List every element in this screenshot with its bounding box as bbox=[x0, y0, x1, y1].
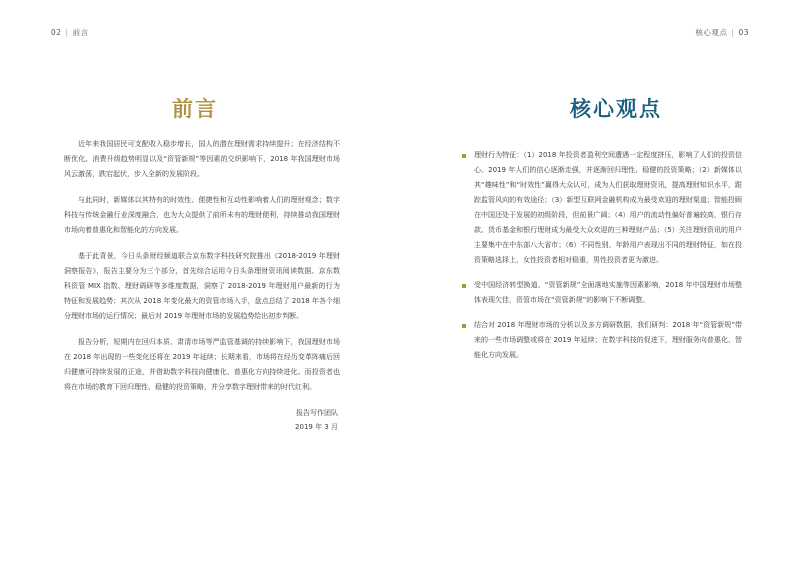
preface-paragraph: 与此同时，新媒体以其特有的时效性、便捷性和互动性影响着人们的理财观念；数字科技与传统金融行业深度融合，也为大众提供了前所未有的理财便利，持续推动我国理财市场向着普惠化和智能化的方向发展。 bbox=[64, 196, 340, 234]
key-point-text: 理财行为特征：（1）2018 年投资者盈利空间遭遇一定程度挤压，影响了人们的投资信心。2019 年人们的信心逐渐走强，并逐渐回归理性、稳健的投资策略；（2）新媒体以其“趣味性”和“时效性”赢得大众认可，成为人们获取理财资讯，提高理财知识水平，跟踪监管风向的有效途径；（3）新型互联网金融机构成为最受欢迎的理财渠道；智能投顾在中国还处于发展的初级阶段，但前景广阔；（4）用户的流动性偏好普遍较高，银行存款、货币基金和银行理财成为最受大众欢迎的三种理财产品；（5）关注理财资讯的用户主要集中在中东部八大省市；（6）不同性别、年龄用户表现出不同的理财特征，如在投资策略选择上，女性投资者相对稳重，男性投资者更为激进。 bbox=[474, 151, 742, 264]
key-point-item bbox=[460, 148, 742, 268]
key-points-title: 核心观点 bbox=[570, 97, 662, 121]
right-page-header: 核心观点 | 03 bbox=[695, 28, 749, 37]
bullet-square-icon bbox=[462, 324, 466, 328]
left-page-header: 02 | 前言 bbox=[51, 28, 89, 37]
right-page-number: 03 bbox=[738, 28, 749, 37]
left-header-section: 前言 bbox=[72, 28, 89, 37]
preface-paragraph: 基于此背景，今日头条财经频道联合京东数字科技研究院推出《2018-2019 年理财洞察报告》，报告主要分为三个部分，首先综合运用今日头条理财资讯阅读数据、京东数科资管 MIX 指数、理财调研等多维度数据，洞察了 2018-2019 年理财用户最新的行为特征和发展趋势；其次从 2018 年变化最大的资管市场入手，盘点总结了 2018 年各个细分理财市场的运行情况；最后对 2019 年理财市场的发展趋势给出初步判断。 bbox=[64, 252, 340, 320]
key-point-item bbox=[460, 318, 742, 363]
bullet-square-icon bbox=[462, 154, 466, 158]
signature-block bbox=[295, 406, 338, 434]
right-header-section: 核心观点 bbox=[695, 28, 728, 37]
signature-date: 2019 年 3 月 bbox=[295, 423, 338, 431]
preface-paragraph: 报告分析，短期内在回归本质、肃清市场等严监管基调的持续影响下，我国理财市场在 2018 年出现的一些变化还将在 2019 年延续；长期来看，市场将在经历变革阵痛后回归健康可持续发展的正途，并借助数字科技向健康化、普惠化方向持续进化。而投资者也将在市场的教育下回归理性、稳健的投资策略，并分享数字理财带来的时代红利。 bbox=[64, 338, 340, 391]
left-page-number: 02 bbox=[51, 28, 62, 37]
bullet-square-icon bbox=[462, 284, 466, 288]
preface-body bbox=[64, 137, 340, 406]
key-points-list bbox=[460, 148, 742, 373]
signature-org: 报告写作团队 bbox=[296, 409, 338, 417]
key-point-text: 结合对 2018 年理财市场的分析以及多方调研数据，我们研判：2018 年“资管新规”带来的一些市场调整或将在 2019 年延续；在数字科技的促进下，理财服务向普惠化、智能化方向发展。 bbox=[474, 321, 742, 359]
preface-paragraph: 近年来我国居民可支配收入稳步增长，国人的潜在理财需求持续提升；在经济结构不断优化、消费升级趋势明显以及“资管新规”等因素的交织影响下，2018 年我国理财市场风云激荡，跌宕起伏，步入全新的发展阶段。 bbox=[64, 140, 340, 178]
right-page bbox=[400, 0, 800, 582]
key-point-text: 受中国经济转型换道、“资管新规”全面落地实施等因素影响，2018 年中国理财市场整体表现欠佳，资管市场在“资管新规”的影响下不断调整。 bbox=[474, 281, 742, 304]
key-point-item bbox=[460, 278, 742, 308]
preface-title: 前言 bbox=[172, 97, 218, 121]
